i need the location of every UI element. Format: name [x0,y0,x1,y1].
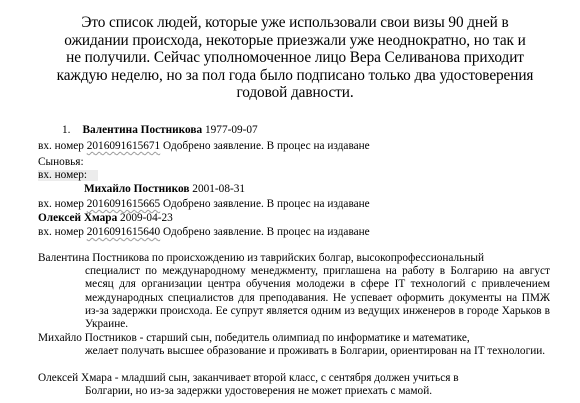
person-name: Олексей Хмара [38,212,118,224]
intro-line: ожидании происхода, некоторые приезжали уже неоднократно, но так и [64,31,526,49]
application-status: Одобрено заявление. В процес на издаване [160,198,370,210]
paragraph-first-line: Олексей Хмара - младший сын, заканчивает второй класс, с сентября должен учиться в [38,372,459,384]
description-paragraph [38,252,550,331]
reg-number: 2016091615671 [86,140,161,152]
birth-date: 2009-04-23 [117,212,173,224]
description-paragraph [38,332,550,358]
registration-line [38,198,370,211]
intro-line: каждую неделю, но за пол года было подписано только два удостоверения [56,66,534,84]
description-paragraph [38,372,550,398]
reg-label: вх. номер [38,198,87,210]
reg-number: 2016091615640 [86,226,161,238]
reg-number: 2016091615665 [86,198,161,210]
sons-label: Сыновья: [38,156,84,168]
paragraph-body: специалист по международному менеджменту, приглашена на работу в Болгарию на август месяц для организации центра обучения молодежи в сфере IT технологий с привлечением международных специалистов для преподавания. Не успевает оформить документы на ПМЖ из-за задержки происхода. Ее супрут является одним из ведущих инженеров в городе Харьков в Украине. [85,265,550,331]
intro-line: не получили. Сейчас уполномоченное лицо Вера Селиванова приходит [66,49,524,67]
registration-line [38,226,370,239]
registration-line [38,140,370,153]
paragraph-body: Болгарии, но из-за задержки удостоверения не может приехать с мамой. [85,385,433,398]
list-item-son2 [38,212,173,225]
birth-date: 1977-09-07 [202,124,258,136]
paragraph-first-line: Валентина Постникова по происхождению из таврийских болгар, высокопрофессиональный [38,252,485,264]
list-item-son1 [84,183,245,196]
birth-date: 2001-08-31 [189,183,246,195]
application-status: Одобрено заявление. В процес на издаване [160,140,370,152]
person-name: Валентина Постникова [82,124,203,136]
reg-label: вх. номер [38,226,87,238]
paragraph-body: желает получать высшее образование и проживать в Болгарии, ориентирован на IT технологии. [85,345,546,358]
list-item-mother [62,124,258,137]
application-status: Одобрено заявление. В процес на издаване [160,226,370,238]
intro-paragraph [45,14,545,102]
paragraph-first-line: Михайло Постников - старший сын, победитель олимпиад по информатике и математике, [38,332,470,344]
reg-label: вх. номер [38,140,87,152]
intro-line: годовой давности. [236,84,354,102]
intro-line: Это список людей, которые уже использовали свои визы 90 дней в [81,14,509,31]
person-name: Михайло Постников [84,183,190,195]
list-number: 1. [62,124,71,136]
reg-label-short: вх. номер: [38,169,88,181]
